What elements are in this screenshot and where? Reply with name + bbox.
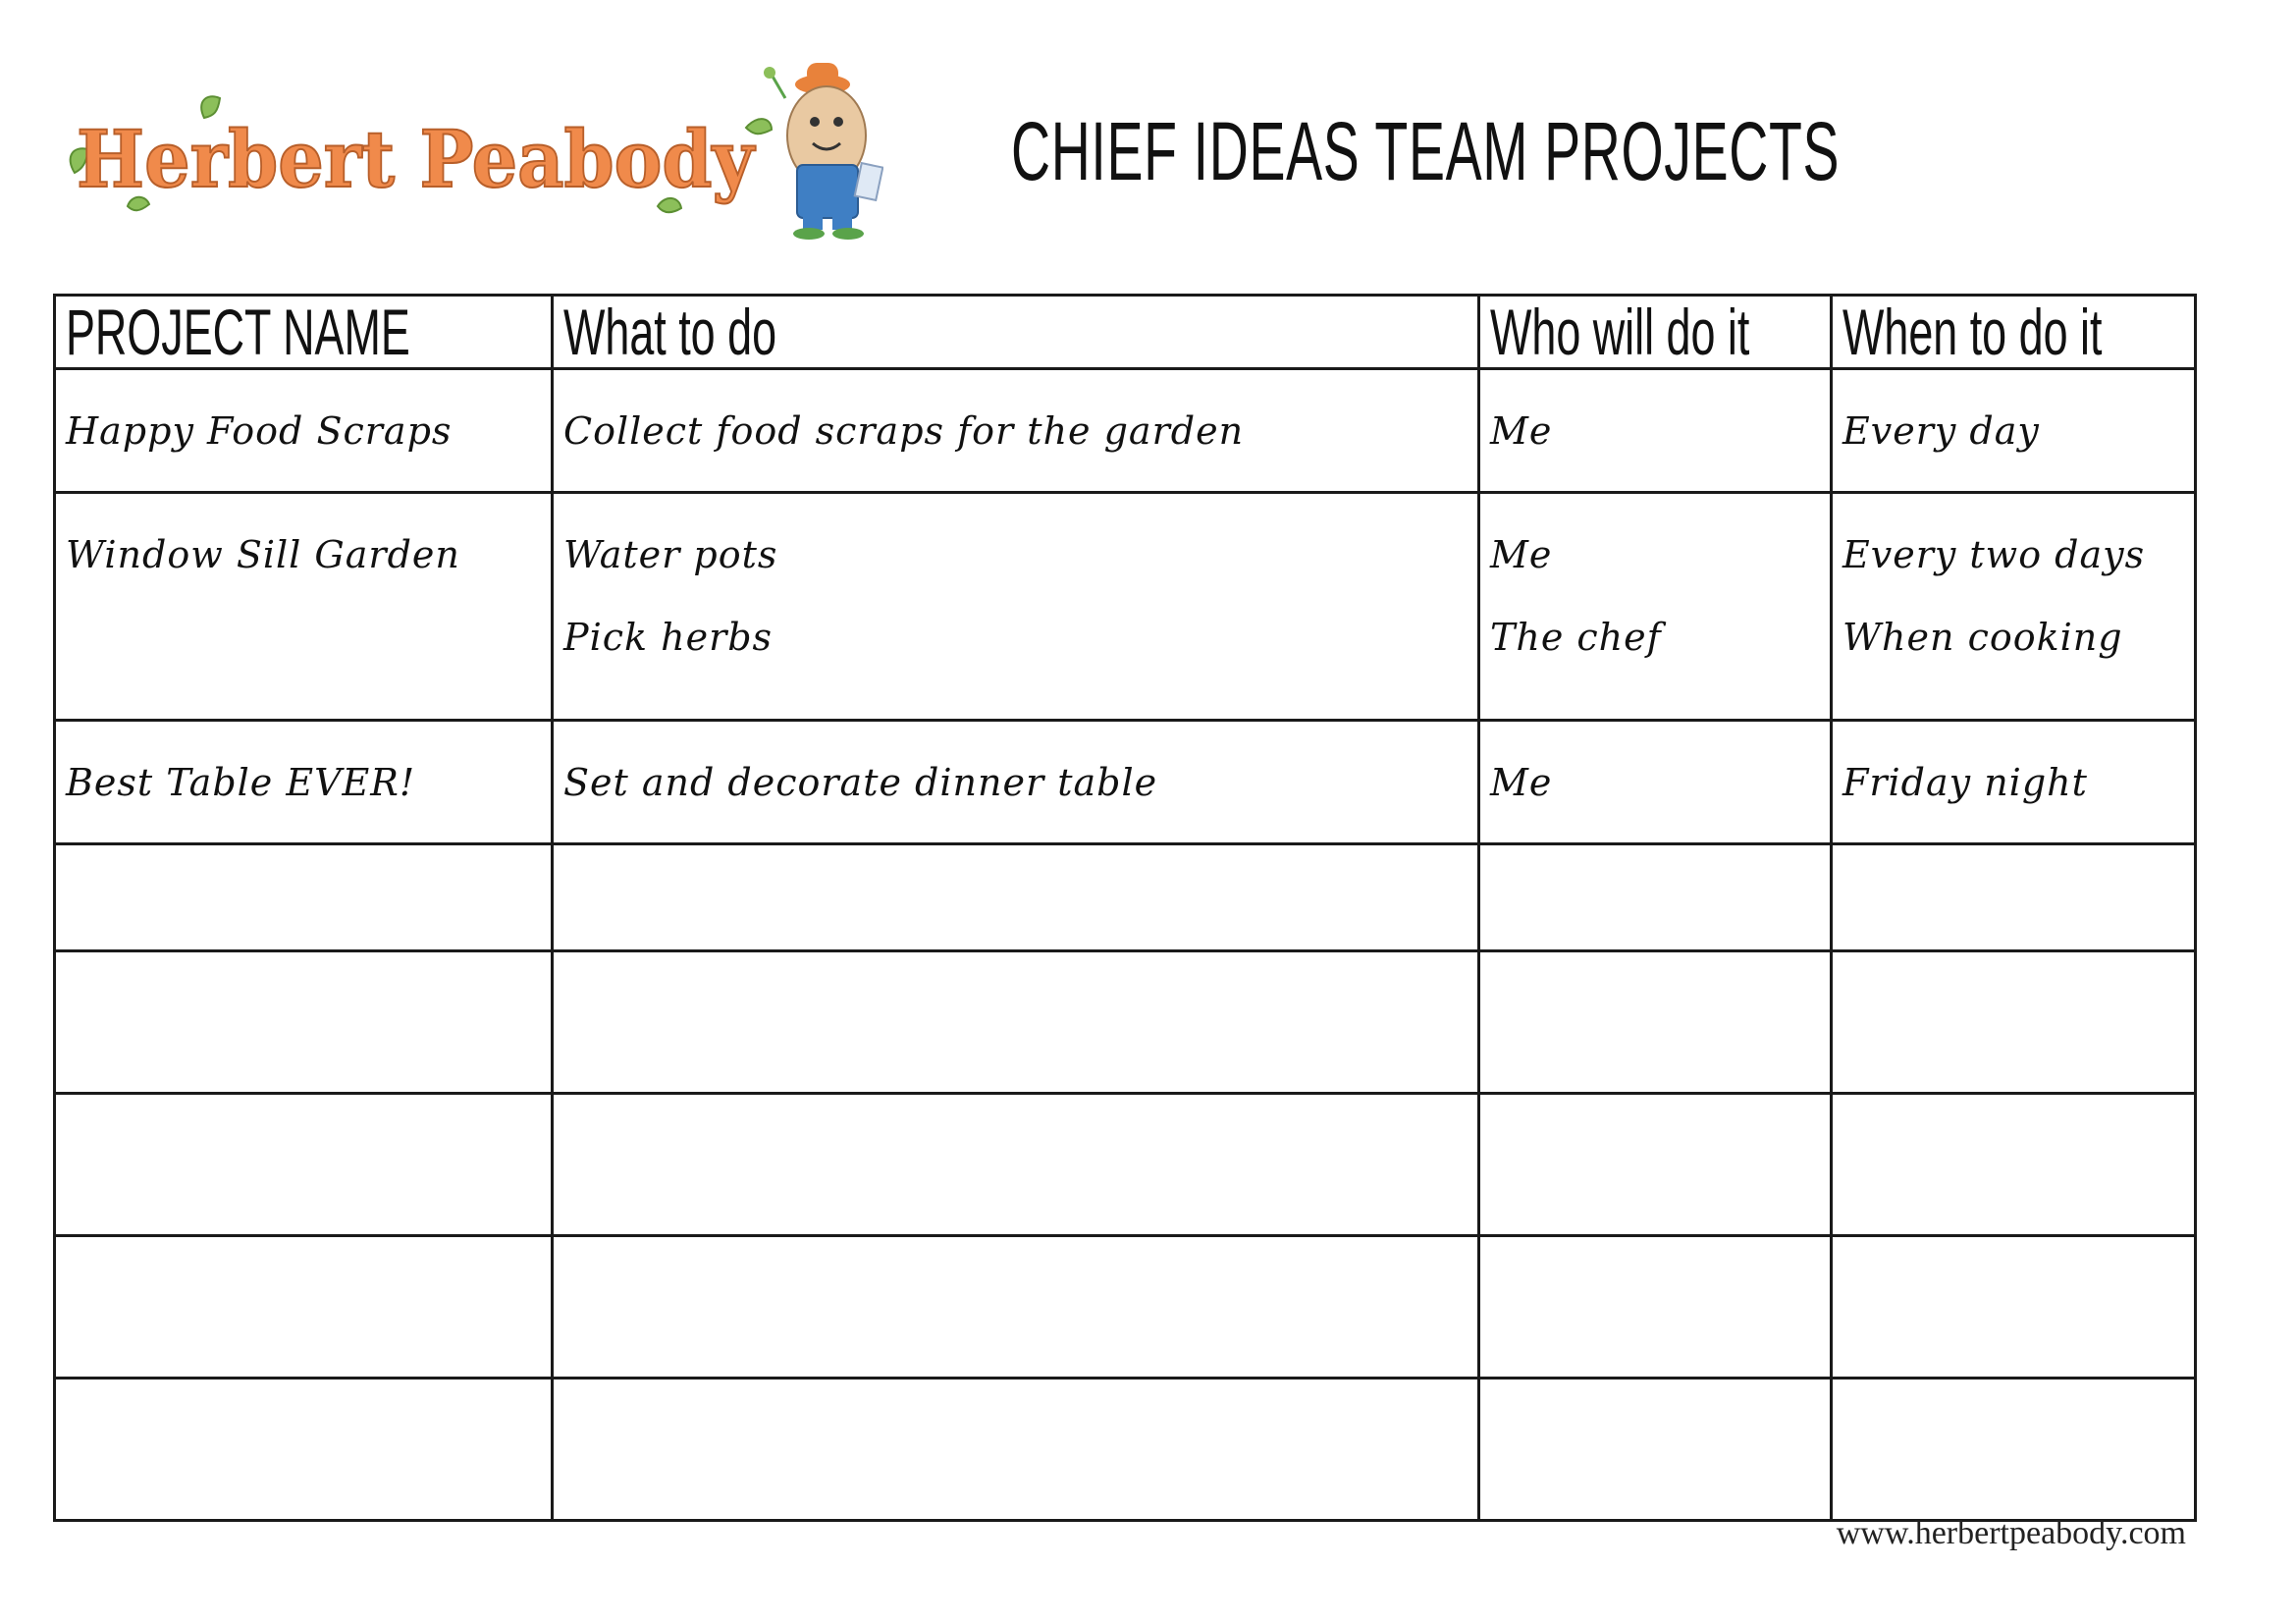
project-name-cell: [55, 951, 553, 1094]
when-cell: Friday night: [1832, 721, 2196, 844]
project-name-cell: [55, 1379, 553, 1521]
table-header-row: [55, 296, 2196, 369]
what-to-do-cell: Set and decorate dinner table: [553, 721, 1479, 844]
who-cell: [1479, 1379, 1832, 1521]
who-cell: [1479, 1236, 1832, 1379]
when-cell: Every two days When cooking: [1832, 493, 2196, 721]
project-name-cell: [55, 1236, 553, 1379]
when-cell: [1832, 844, 2196, 951]
what-to-do-cell: [553, 1094, 1479, 1236]
column-header-when-to-do-it: When to do it: [1832, 296, 2196, 369]
logo-text: Herbert Peabody: [77, 113, 757, 205]
when-cell: [1832, 951, 2196, 1094]
what-to-do-cell: [553, 1236, 1479, 1379]
herbert-peabody-logo: [59, 59, 883, 241]
what-to-do-cell: [553, 1379, 1479, 1521]
project-name-cell: Happy Food Scraps: [55, 369, 553, 493]
what-to-do-cell: [553, 951, 1479, 1094]
herbert-peabody-mascot-icon: [764, 63, 882, 240]
table-row: [55, 369, 2196, 493]
what-to-do-cell: Water pots Pick herbs: [553, 493, 1479, 721]
project-name-cell: [55, 1094, 553, 1236]
column-header-who-will-do-it: Who will do it: [1479, 296, 1832, 369]
table-row: [55, 493, 2196, 721]
who-cell: Me: [1479, 721, 1832, 844]
table-row: [55, 721, 2196, 844]
table-row: [55, 951, 2196, 1094]
table-row: [55, 1379, 2196, 1521]
what-to-do-cell: [553, 844, 1479, 951]
when-cell: [1832, 1379, 2196, 1521]
column-header-project-name: PROJECT NAME: [55, 296, 553, 369]
when-cell: [1832, 1236, 2196, 1379]
table-row: [55, 1094, 2196, 1236]
who-cell: [1479, 1094, 1832, 1236]
who-cell: [1479, 844, 1832, 951]
who-cell: [1479, 951, 1832, 1094]
project-name-cell: [55, 844, 553, 951]
table-row: [55, 844, 2196, 951]
projects-table: [53, 294, 2197, 1522]
project-name-cell: Best Table EVER!: [55, 721, 553, 844]
what-to-do-cell: Collect food scraps for the garden: [553, 369, 1479, 493]
who-cell: Me: [1479, 369, 1832, 493]
page-title: CHIEF IDEAS TEAM PROJECTS: [1011, 105, 1841, 197]
when-cell: [1832, 1094, 2196, 1236]
column-header-what-to-do: What to do: [553, 296, 1479, 369]
project-name-cell: Window Sill Garden: [55, 493, 553, 721]
when-cell: Every day: [1832, 369, 2196, 493]
website-url[interactable]: www.herbertpeabody.com: [1836, 1515, 2186, 1551]
who-cell: Me The chef: [1479, 493, 1832, 721]
table-row: [55, 1236, 2196, 1379]
